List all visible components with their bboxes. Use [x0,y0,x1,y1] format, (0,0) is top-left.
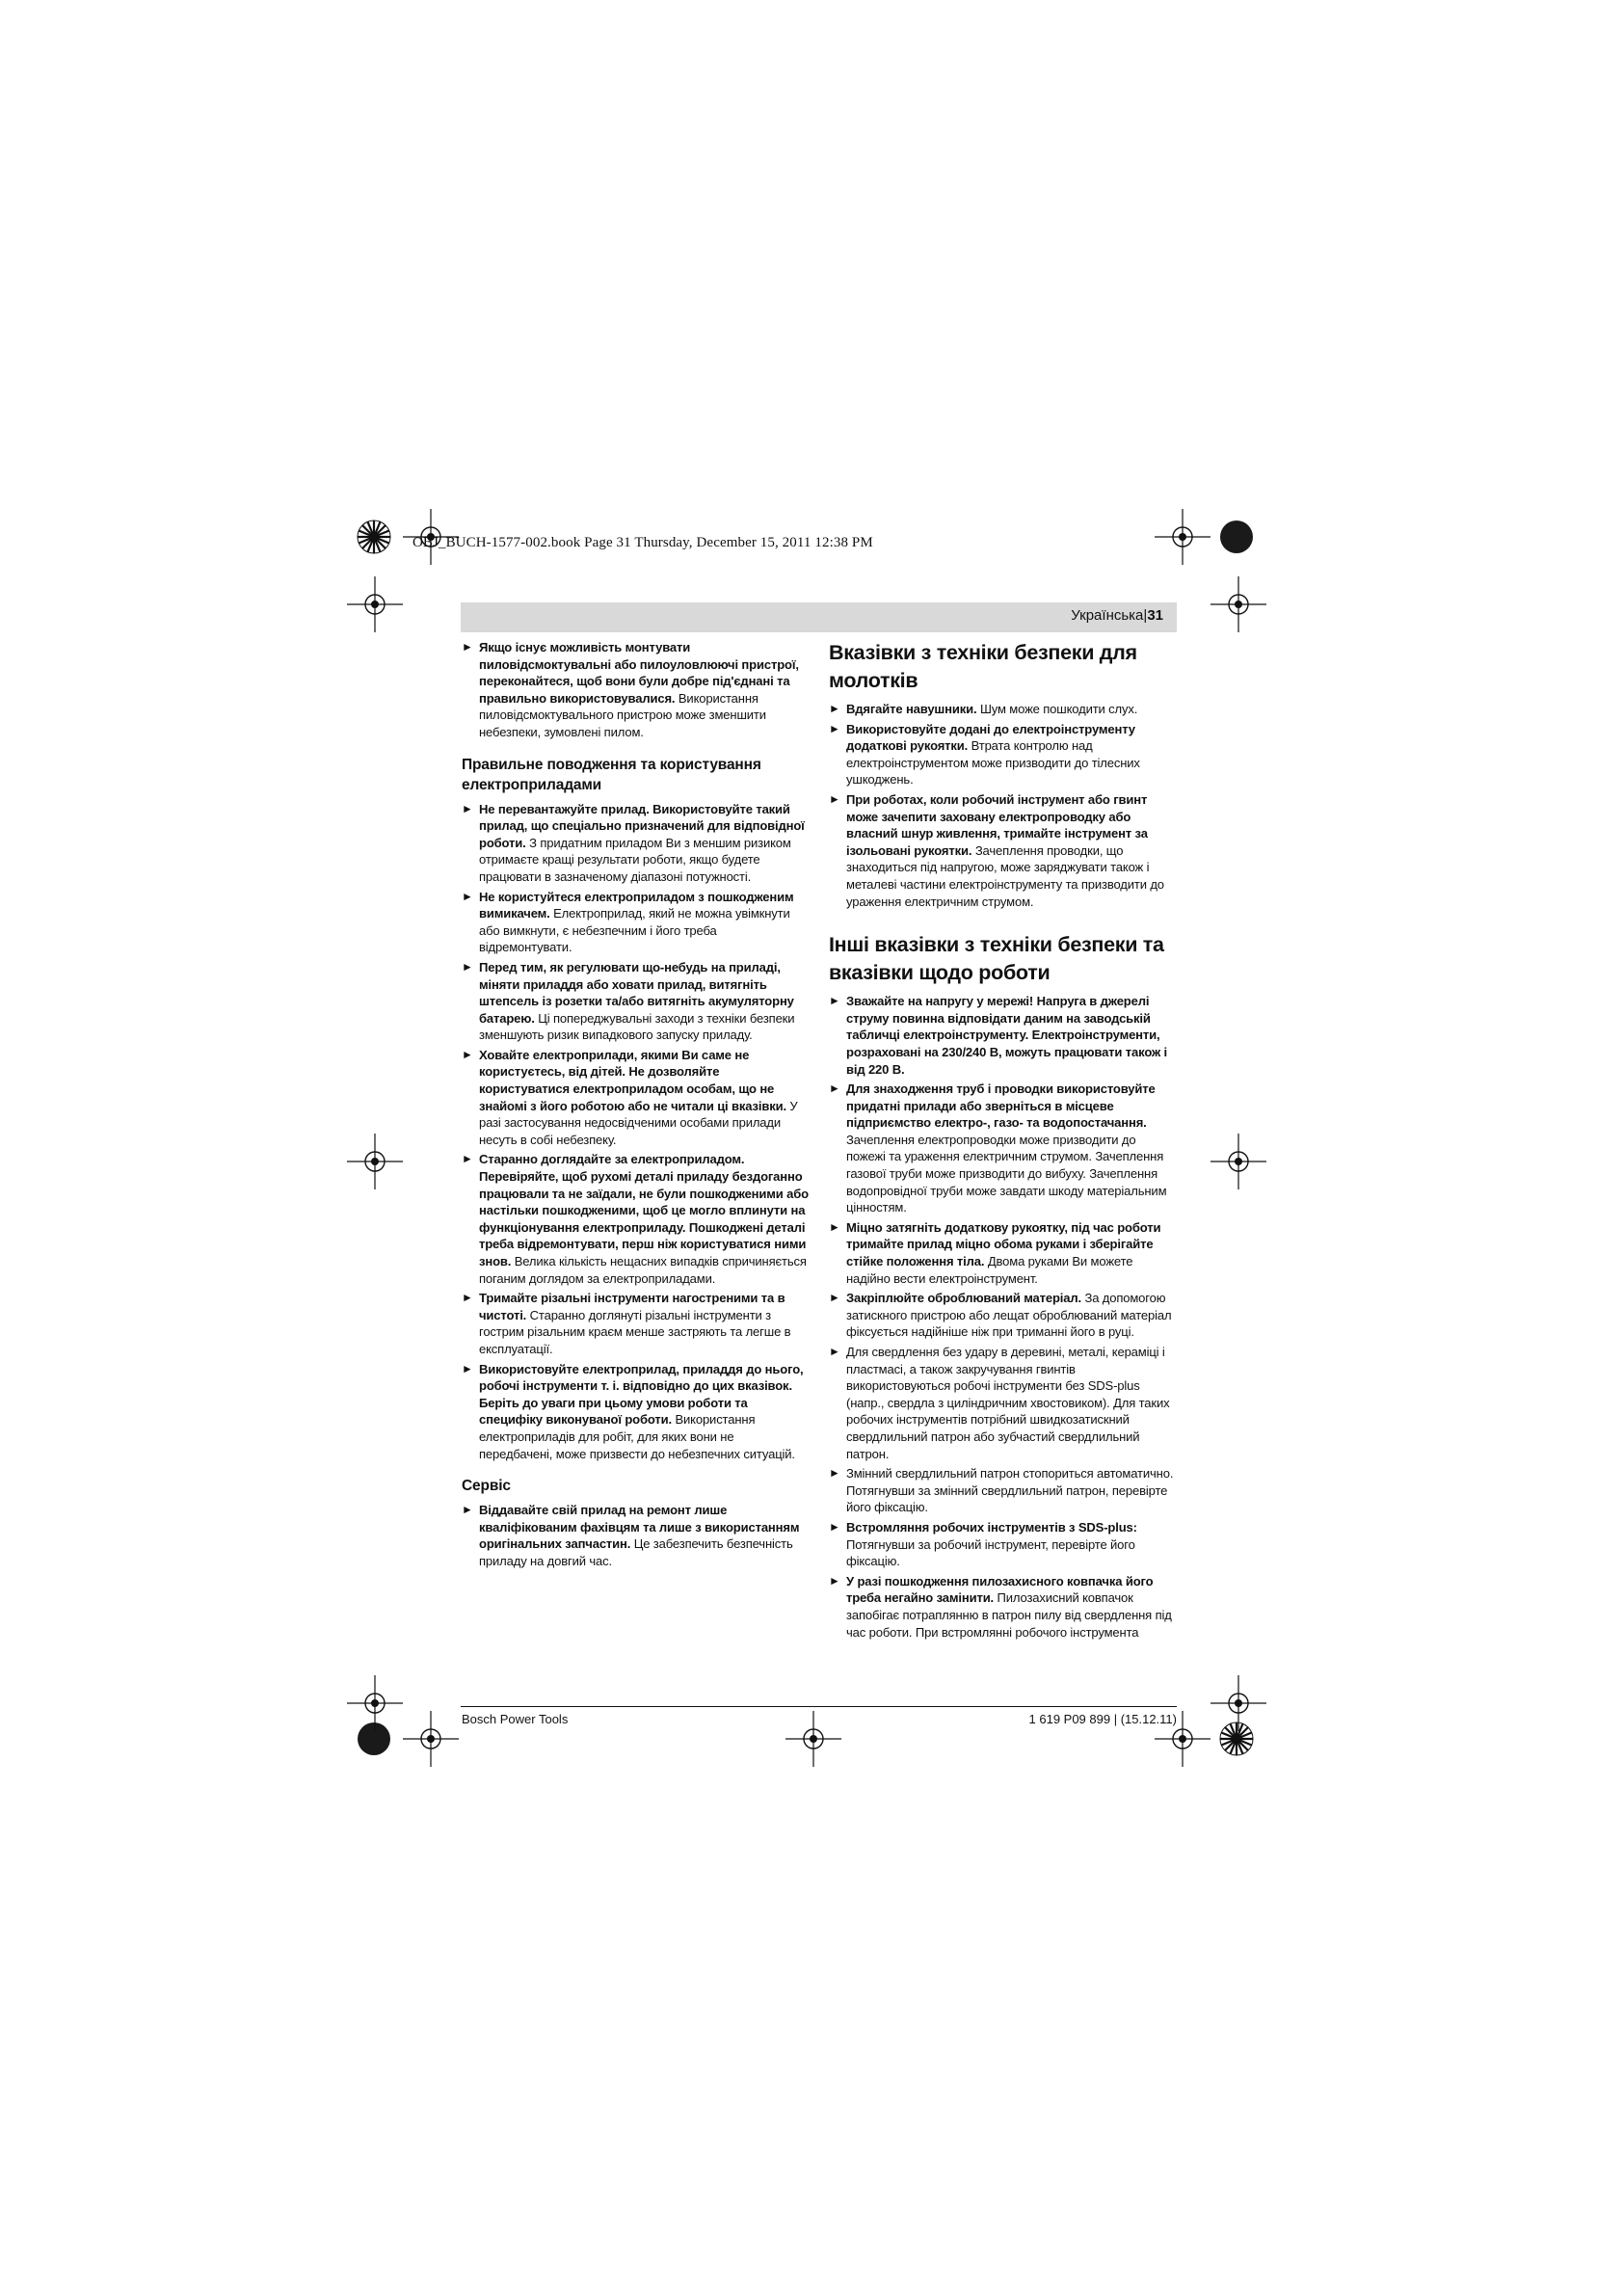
chapter-heading: Інші вказівки з техніки безпеки та вказівки щодо роботи [829,933,1164,985]
registration-mark-icon [347,1675,403,1731]
registration-mark-icon [1211,1675,1266,1731]
triangle-bullet-icon: ► [462,1047,473,1061]
registration-mark-icon [785,1711,841,1767]
registration-mark-icon [403,1711,459,1767]
list-item [829,1344,1178,1462]
item-text: Для свердлення без удару в деревині, металі, кераміці і пластмасі, а також закручування гвинтів використовуються робочі інструменти без SDS-plus (напр., свердла з циліндричним хвостовиком). Для таких робочих інструментів потрібний швидкозатискний свердлильний патрон або зубчастий свердлильний патрон. [846,1345,1170,1461]
item-bold: Для знаходження труб і проводки використовуйте придатні прилади або зверніться в місцеве підприємство електро-, газо- та водопостачання. [846,1081,1156,1131]
item-bold: Використовуйте електроприлад, приладдя до нього, робочі інструменти т. і. відповідно до цих вказівок. Беріть до уваги при цьому умови роботи та специфіку виконуваної роботи. [479,1361,804,1428]
item-bold: Зважайте на напругу у мережі! Напруга в джерелі струму повинна відповідати даним на заводській табличці електроінструменту. Електроінструменти, розраховані на 230/240 В, можуть працювати також і від 220 В. [846,994,1168,1077]
item-text: Пилозахисний ковпачок запобігає потраплянню в патрон пилу від свердлення під час роботи. При встромлянні робочого інструмента [846,1590,1172,1640]
registration-mark-icon [1211,1134,1266,1189]
item-bold: Якщо існує можливість монтувати пиловідсмоктувальні або пилоуловлюючі пристрої, переконайтеся, щоб вони були добре під'єднані та правильно використовувалися. [479,640,799,706]
registration-mark-icon [347,1134,403,1189]
item-bold: У разі пошкодження пилозахисного ковпачка його треба негайно замінити. [846,1573,1154,1606]
triangle-bullet-icon: ► [462,959,473,974]
item-text: Зачеплення електропроводки може призводити до пожежі та ураження електричним струмом. Зачеплення газової труби може призводити до вибуху. Зачеплення водопровідної труби може завдати шкоду матеріальним цінностям. [846,1132,1167,1215]
item-text: Шум може пошкодити слух. [976,702,1138,716]
triangle-bullet-icon: ► [829,721,840,735]
item-text: За допомогою затискного пристрою або лещат оброблюваний матеріал фіксується надійніше ніж при триманні його в руці. [846,1291,1172,1340]
list-item [829,1519,1178,1570]
list-item [829,701,1178,718]
left-column [462,639,811,1573]
triangle-bullet-icon: ► [829,1081,840,1096]
list-item [462,1290,811,1357]
list-item [462,1361,811,1463]
item-text: Зачеплення проводки, що знаходиться під напругою, може заряджувати також і металеві частини електроінструменту та призводити до ураження електричним струмом. [846,842,1164,909]
item-text: Велика кількість нещасних випадків спричиняється поганим доглядом за електроприладами. [479,1254,807,1286]
triangle-bullet-icon: ► [829,1573,840,1588]
triangle-bullet-icon: ► [829,994,840,1008]
triangle-bullet-icon: ► [829,1291,840,1305]
item-bold: Тримайте різальні інструменти нагостреними та в чистоті. [479,1291,785,1322]
list-item [462,1047,811,1149]
list-item [462,639,811,741]
registration-mark-icon [1211,576,1266,632]
registration-mark-icon [347,576,403,632]
item-text: Використання електроприладів для робіт, для яких вони не передбачені, може призвести до небезпечних ситуацій. [479,1412,795,1461]
item-text: У разі застосування недосвідченими особами прилади несуть в собі небезпеку. [479,1098,798,1147]
item-bold: Віддавайте свій прилад на ремонт лише кваліфікованим фахівцям та лише з використанням оригінальних запчастин. [479,1503,800,1552]
item-bold: Використовуйте додані до електроінструменту додаткові рукоятки. [846,721,1135,754]
footer-doc-number: 1 619 P09 899 | (15.12.11) [1028,1712,1177,1726]
list-item [462,1502,811,1569]
running-header-text [1071,607,1163,624]
radial-target-icon [357,520,391,554]
list-item [829,993,1178,1078]
item-text: Потягнувши за робочий інструмент, перевірте його фіксацію. [846,1536,1135,1569]
item-text: З придатним приладом Ви з меншим ризиком отримаєте кращі результати роботи, якщо будете працювати в зазначеному діапазоні потужності. [479,835,791,884]
item-text: Втрата контролю над електроінструментом може призводити до тілесних ушкоджень. [846,738,1140,788]
solid-target-icon [1219,520,1254,554]
list-item [829,1219,1178,1287]
item-bold: Перед тим, як регулювати що-небудь на приладі, міняти приладдя або ховати прилад, витягніть штепсель із розетки та/або витягніть акумуляторну батарею. [479,959,794,1026]
item-bold: Закріплюйте оброблюваний матеріал. [846,1291,1081,1306]
item-bold: Не користуйтеся електроприладом з пошкодженим вимикачем. [479,889,794,921]
chapter-heading: Вказівки з техніки безпеки для молотків [829,641,1137,692]
item-bold: Встромляння робочих інструментів з SDS-plus: [846,1519,1137,1535]
list-item [829,791,1178,910]
registration-mark-icon [1155,509,1211,565]
item-text: Електроприлад, який не можна увімкнути або вимкнути, є небезпечним і його треба відремонтувати. [479,906,790,955]
section-heading: Сервіс [462,1478,511,1495]
triangle-bullet-icon: ► [829,1219,840,1234]
header-language: Українська [1071,607,1144,624]
list-item [462,801,811,886]
section-heading: Правильне поводження та користування електроприладами [462,756,761,793]
item-bold: Старанно доглядайте за електроприладом. Перевіряйте, щоб рухомі деталі приладу бездоганно працювали та не заїдали, не були пошкодженими або настільки пошкодженими, щоб це могло вплинути на функціонування електроприладу. Пошкоджені деталі треба відремонтувати, перш ніж користуватися ними знов. [479,1152,809,1268]
print-slug: OBJ_BUCH-1577-002.book Page 31 Thursday, December 15, 2011 12:38 PM [412,535,873,550]
list-item [829,1573,1178,1641]
triangle-bullet-icon: ► [829,791,840,806]
header-separator: | [1143,607,1148,624]
triangle-bullet-icon: ► [462,889,473,903]
item-text: Використання пиловідсмоктувального пристрою може зменшити небезпеки, зумовлені пилом. [479,690,766,739]
triangle-bullet-icon: ► [829,1466,840,1481]
item-text: Це забезпечить безпечність приладу на довгий час. [479,1536,793,1568]
footer-brand: Bosch Power Tools [462,1712,569,1726]
triangle-bullet-icon: ► [462,1291,473,1305]
list-item [462,889,811,956]
item-bold: Ховайте електроприлади, якими Ви саме не користуєтесь, від дітей. Не дозволяйте користуватися електроприладом особам, що не знайомі з його роботою або не читали ці вказівки. [479,1047,786,1113]
footer-rule [461,1706,1177,1707]
page-number: 31 [1147,607,1163,624]
triangle-bullet-icon: ► [462,1152,473,1166]
item-text: Двома руками Ви можете надійно вести електроінструмент. [846,1254,1133,1286]
list-item [829,1465,1178,1516]
list-item [829,1081,1178,1216]
running-header [461,602,1177,632]
list-item [462,959,811,1044]
item-text: Змінний свердлильний патрон стопориться автоматично. Потягнувши за змінний свердлильний патрон, перевірте його фіксацію. [846,1466,1174,1515]
right-column [829,639,1178,1643]
triangle-bullet-icon: ► [462,1361,473,1375]
triangle-bullet-icon: ► [829,1345,840,1358]
triangle-bullet-icon: ► [462,801,473,815]
list-item [829,1290,1178,1341]
list-item [462,1151,811,1287]
triangle-bullet-icon: ► [462,640,473,654]
item-bold: Не перевантажуйте прилад. Використовуйте такий прилад, що спеціально призначений для відповідної роботи. [479,801,805,850]
item-text: Ці попереджувальні заходи з техніки безпеки зменшують ризик випадкового запуску приладу. [479,1010,795,1043]
list-item [829,721,1178,788]
triangle-bullet-icon: ► [462,1503,473,1517]
item-text: Старанно доглянуті різальні інструменти з гострим різальним краєм менше застряють та легше в експлуатації. [479,1307,791,1356]
item-bold: Міцно затягніть додаткову рукоятку, під час роботи тримайте прилад міцно обома руками і зберігайте стійке положення тіла. [846,1219,1161,1269]
triangle-bullet-icon: ► [829,702,840,715]
item-bold: Вдягайте навушники. [846,702,977,716]
triangle-bullet-icon: ► [829,1519,840,1534]
item-bold: При роботах, коли робочий інструмент або гвинт може зачепити заховану електропроводку або власний шнур живлення, тримайте інструмент за ізольовані рукоятки. [846,791,1148,858]
